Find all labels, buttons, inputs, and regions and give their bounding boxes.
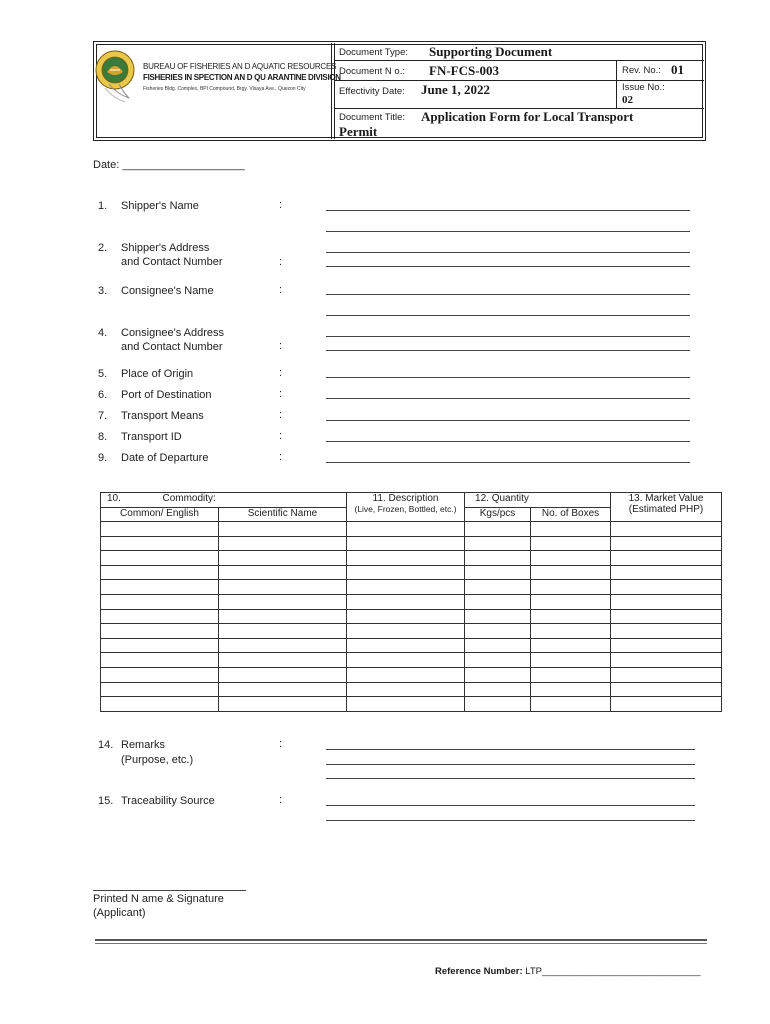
table-cell[interactable] bbox=[465, 565, 531, 580]
table-cell[interactable] bbox=[101, 638, 219, 653]
table-cell[interactable] bbox=[465, 594, 531, 609]
field-number: 9. bbox=[98, 452, 108, 464]
commodity-header bbox=[101, 493, 347, 508]
field-number: 6. bbox=[98, 389, 108, 401]
table-cell[interactable] bbox=[347, 594, 465, 609]
table-row bbox=[101, 580, 722, 595]
table-cell[interactable] bbox=[347, 522, 465, 537]
commodity-number: 10. bbox=[107, 493, 121, 504]
table-cell[interactable] bbox=[531, 624, 611, 639]
table-cell[interactable] bbox=[101, 522, 219, 537]
commodity-label: Commodity: bbox=[162, 493, 216, 504]
consignee-name-input-line[interactable] bbox=[326, 315, 690, 316]
table-row bbox=[101, 682, 722, 697]
table-cell[interactable] bbox=[611, 653, 722, 668]
table-cell[interactable] bbox=[219, 682, 347, 697]
table-row bbox=[101, 697, 722, 712]
traceability-source-label: Traceability Source bbox=[121, 795, 215, 807]
market-value-title: 13. Market Value bbox=[628, 493, 704, 504]
table-cell[interactable] bbox=[531, 609, 611, 624]
table-cell[interactable] bbox=[611, 551, 722, 566]
document-type-label: Document Type: bbox=[339, 47, 409, 58]
field-colon: : bbox=[279, 284, 283, 296]
table-cell[interactable] bbox=[531, 667, 611, 682]
table-cell[interactable] bbox=[465, 653, 531, 668]
table-cell[interactable] bbox=[101, 580, 219, 595]
field-colon: : bbox=[279, 340, 283, 352]
table-cell[interactable] bbox=[347, 682, 465, 697]
signature-line[interactable] bbox=[93, 890, 246, 891]
place-of-origin-input-line[interactable] bbox=[326, 377, 690, 378]
table-cell[interactable] bbox=[347, 565, 465, 580]
effectivity-date-label: Effectivity Date: bbox=[339, 86, 405, 97]
remarks-sublabel: (Purpose, etc.) bbox=[121, 754, 194, 766]
quantity-header: 12. Quantity bbox=[465, 493, 611, 508]
table-cell[interactable] bbox=[465, 697, 531, 712]
consignee-contact-label: and Contact Number bbox=[121, 341, 223, 353]
field-number: 7. bbox=[98, 410, 108, 422]
table-cell[interactable] bbox=[347, 697, 465, 712]
table-cell[interactable] bbox=[219, 624, 347, 639]
table-cell[interactable] bbox=[465, 638, 531, 653]
agency-address: Fisheries Bldg. Complex, BPI Compound, Brgy. Visaya Ave., Quezon City bbox=[143, 86, 306, 92]
table-cell[interactable] bbox=[219, 653, 347, 668]
reference-number[interactable] bbox=[435, 966, 701, 977]
document-title-label: Document Title: bbox=[339, 112, 405, 123]
table-cell[interactable] bbox=[219, 551, 347, 566]
description-header bbox=[347, 493, 465, 522]
place-of-origin-label: Place of Origin bbox=[121, 368, 194, 380]
table-cell[interactable] bbox=[531, 653, 611, 668]
kgs-pcs-header: Kgs/pcs bbox=[465, 508, 531, 522]
rev-no-label: Rev. No.: bbox=[622, 65, 661, 76]
commodity-table bbox=[100, 492, 721, 723]
table-cell[interactable] bbox=[611, 682, 722, 697]
table-cell[interactable] bbox=[101, 624, 219, 639]
footer-rule bbox=[95, 939, 707, 941]
transport-id-input-line[interactable] bbox=[326, 441, 690, 442]
footer-rule-thin bbox=[95, 943, 707, 944]
table-cell[interactable] bbox=[531, 682, 611, 697]
port-of-destination-label: Port of Destination bbox=[121, 389, 212, 401]
table-cell[interactable] bbox=[611, 536, 722, 551]
header-divider-vertical bbox=[331, 43, 332, 139]
shipper-address-input-line[interactable] bbox=[326, 252, 690, 253]
table-cell[interactable] bbox=[465, 624, 531, 639]
field-colon: : bbox=[279, 256, 283, 268]
table-cell[interactable] bbox=[101, 565, 219, 580]
table-cell[interactable] bbox=[531, 522, 611, 537]
effectivity-date-value: June 1, 2022 bbox=[421, 82, 490, 97]
table-cell[interactable] bbox=[465, 536, 531, 551]
table-cell[interactable] bbox=[219, 594, 347, 609]
table-cell[interactable] bbox=[611, 667, 722, 682]
table-cell[interactable] bbox=[101, 536, 219, 551]
table-cell[interactable] bbox=[101, 551, 219, 566]
document-no-value: FN-FCS-003 bbox=[429, 63, 500, 78]
table-cell[interactable] bbox=[611, 522, 722, 537]
remarks-input-line[interactable] bbox=[326, 764, 695, 765]
header-row-line bbox=[334, 60, 704, 61]
field-colon: : bbox=[279, 199, 283, 211]
table-cell[interactable] bbox=[611, 697, 722, 712]
table-cell[interactable] bbox=[531, 580, 611, 595]
field-number: 14. bbox=[98, 739, 114, 751]
table-row bbox=[101, 522, 722, 537]
table-cell[interactable] bbox=[531, 638, 611, 653]
remarks-label: Remarks bbox=[121, 739, 166, 751]
table-row bbox=[101, 653, 722, 668]
date-field[interactable]: Date: ____________________ bbox=[93, 159, 245, 171]
table-cell[interactable] bbox=[531, 551, 611, 566]
shipper-contact-label: and Contact Number bbox=[121, 256, 223, 268]
field-colon: : bbox=[279, 738, 283, 750]
field-colon: : bbox=[279, 451, 283, 463]
field-number: 1. bbox=[98, 200, 108, 212]
table-cell[interactable] bbox=[531, 565, 611, 580]
table-cell[interactable] bbox=[101, 697, 219, 712]
division-name: FISHERIES IN SPECTION AN D QU ARANTINE DIVISION bbox=[143, 73, 341, 82]
table-cell[interactable] bbox=[101, 609, 219, 624]
reference-number-label: Reference Number: bbox=[435, 966, 523, 977]
table-cell[interactable] bbox=[465, 609, 531, 624]
transport-id-label: Transport ID bbox=[121, 431, 182, 443]
table-cell[interactable] bbox=[219, 565, 347, 580]
reference-number-value: LTP______________________________ bbox=[525, 966, 701, 977]
table-cell[interactable] bbox=[347, 667, 465, 682]
table-cell[interactable] bbox=[219, 522, 347, 537]
table-cell[interactable] bbox=[531, 536, 611, 551]
shipper-address-input-line[interactable] bbox=[326, 266, 690, 267]
consignee-name-label: Consignee's Name bbox=[121, 285, 214, 297]
field-number: 5. bbox=[98, 368, 108, 380]
table-cell[interactable] bbox=[611, 594, 722, 609]
field-number: 3. bbox=[98, 285, 108, 297]
table-row bbox=[101, 609, 722, 624]
table-cell[interactable] bbox=[465, 682, 531, 697]
table-cell[interactable] bbox=[219, 609, 347, 624]
field-colon: : bbox=[279, 388, 283, 400]
table-cell[interactable] bbox=[219, 667, 347, 682]
document-title-value: Application Form for Local Transport bbox=[421, 109, 634, 124]
traceability-source-input-line[interactable] bbox=[326, 805, 695, 806]
table-cell[interactable] bbox=[347, 580, 465, 595]
rev-no-value: 01 bbox=[671, 62, 684, 77]
table-row bbox=[101, 624, 722, 639]
table-cell[interactable] bbox=[101, 653, 219, 668]
consignee-address-label: Consignee's Address bbox=[121, 327, 224, 339]
bfar-seal-icon bbox=[95, 48, 139, 106]
agency-name: BUREAU OF FISHERIES AN D AQUATIC RESOURCES bbox=[143, 62, 337, 71]
document-title-value-cont: Permit bbox=[339, 124, 378, 139]
header-row-line bbox=[334, 80, 704, 81]
scientific-name-header: Scientific Name bbox=[219, 508, 347, 522]
table-cell[interactable] bbox=[219, 536, 347, 551]
field-number: 15. bbox=[98, 795, 114, 807]
shipper-name-input-line[interactable] bbox=[326, 210, 690, 211]
table-cell[interactable] bbox=[531, 697, 611, 712]
table-cell[interactable] bbox=[531, 594, 611, 609]
market-value-header bbox=[611, 493, 722, 522]
table-cell[interactable] bbox=[219, 697, 347, 712]
date-of-departure-label: Date of Departure bbox=[121, 452, 209, 464]
table-row bbox=[101, 565, 722, 580]
applicant-label: (Applicant) bbox=[93, 907, 146, 919]
transport-means-label: Transport Means bbox=[121, 410, 204, 422]
description-title: 11. Description bbox=[372, 493, 439, 504]
common-english-header: Common/ English bbox=[101, 508, 219, 522]
field-colon: : bbox=[279, 430, 283, 442]
transport-means-input-line[interactable] bbox=[326, 420, 690, 421]
commodity-table-body bbox=[101, 522, 722, 712]
no-of-boxes-header: No. of Boxes bbox=[531, 508, 611, 522]
consignee-address-input-line[interactable] bbox=[326, 350, 690, 351]
port-of-destination-input-line[interactable] bbox=[326, 398, 690, 399]
table-cell[interactable] bbox=[465, 580, 531, 595]
table-cell[interactable] bbox=[219, 580, 347, 595]
table-row bbox=[101, 638, 722, 653]
traceability-source-input-line[interactable] bbox=[326, 820, 695, 821]
consignee-address-input-line[interactable] bbox=[326, 336, 690, 337]
table-cell[interactable] bbox=[101, 682, 219, 697]
table-cell[interactable] bbox=[347, 653, 465, 668]
table-cell[interactable] bbox=[465, 522, 531, 537]
table-row bbox=[101, 536, 722, 551]
shipper-address-label: Shipper's Address bbox=[121, 242, 210, 254]
table-cell[interactable] bbox=[611, 609, 722, 624]
table-cell[interactable] bbox=[347, 624, 465, 639]
table-cell[interactable] bbox=[347, 609, 465, 624]
table-cell[interactable] bbox=[101, 667, 219, 682]
table-cell[interactable] bbox=[465, 667, 531, 682]
table-row bbox=[101, 667, 722, 682]
signature-label: Printed N ame & Signature bbox=[93, 893, 224, 905]
document-type-value: Supporting Document bbox=[429, 44, 553, 59]
table-cell[interactable] bbox=[347, 638, 465, 653]
table-cell[interactable] bbox=[219, 638, 347, 653]
table-cell[interactable] bbox=[611, 565, 722, 580]
field-number: 8. bbox=[98, 431, 108, 443]
table-row bbox=[101, 594, 722, 609]
field-number: 4. bbox=[98, 327, 108, 339]
field-colon: : bbox=[279, 409, 283, 421]
table-cell[interactable] bbox=[611, 638, 722, 653]
shipper-name-label: Shipper's Name bbox=[121, 200, 199, 212]
issue-no-value: 02 bbox=[622, 94, 633, 106]
header-rev-divider bbox=[616, 60, 617, 108]
remarks-input-line[interactable] bbox=[326, 778, 695, 779]
table-cell[interactable] bbox=[347, 551, 465, 566]
table-cell[interactable] bbox=[101, 594, 219, 609]
document-no-label: Document N o.: bbox=[339, 66, 405, 77]
remarks-input-line[interactable] bbox=[326, 749, 695, 750]
table-cell[interactable] bbox=[611, 624, 722, 639]
table-cell[interactable] bbox=[611, 580, 722, 595]
table-cell[interactable] bbox=[347, 536, 465, 551]
header-divider-vertical-double bbox=[334, 43, 335, 139]
table-cell[interactable] bbox=[465, 551, 531, 566]
date-of-departure-input-line[interactable] bbox=[326, 462, 690, 463]
description-subtitle: (Live, Frozen, Bottled, etc.) bbox=[354, 504, 457, 514]
consignee-name-input-line[interactable] bbox=[326, 294, 690, 295]
shipper-name-input-line[interactable] bbox=[326, 231, 690, 232]
market-value-subtitle: (Estimated PHP) bbox=[628, 504, 704, 515]
table-row bbox=[101, 551, 722, 566]
field-colon: : bbox=[279, 367, 283, 379]
field-colon: : bbox=[279, 794, 283, 806]
field-number: 2. bbox=[98, 242, 108, 254]
issue-no-label: Issue No.: bbox=[622, 82, 665, 93]
